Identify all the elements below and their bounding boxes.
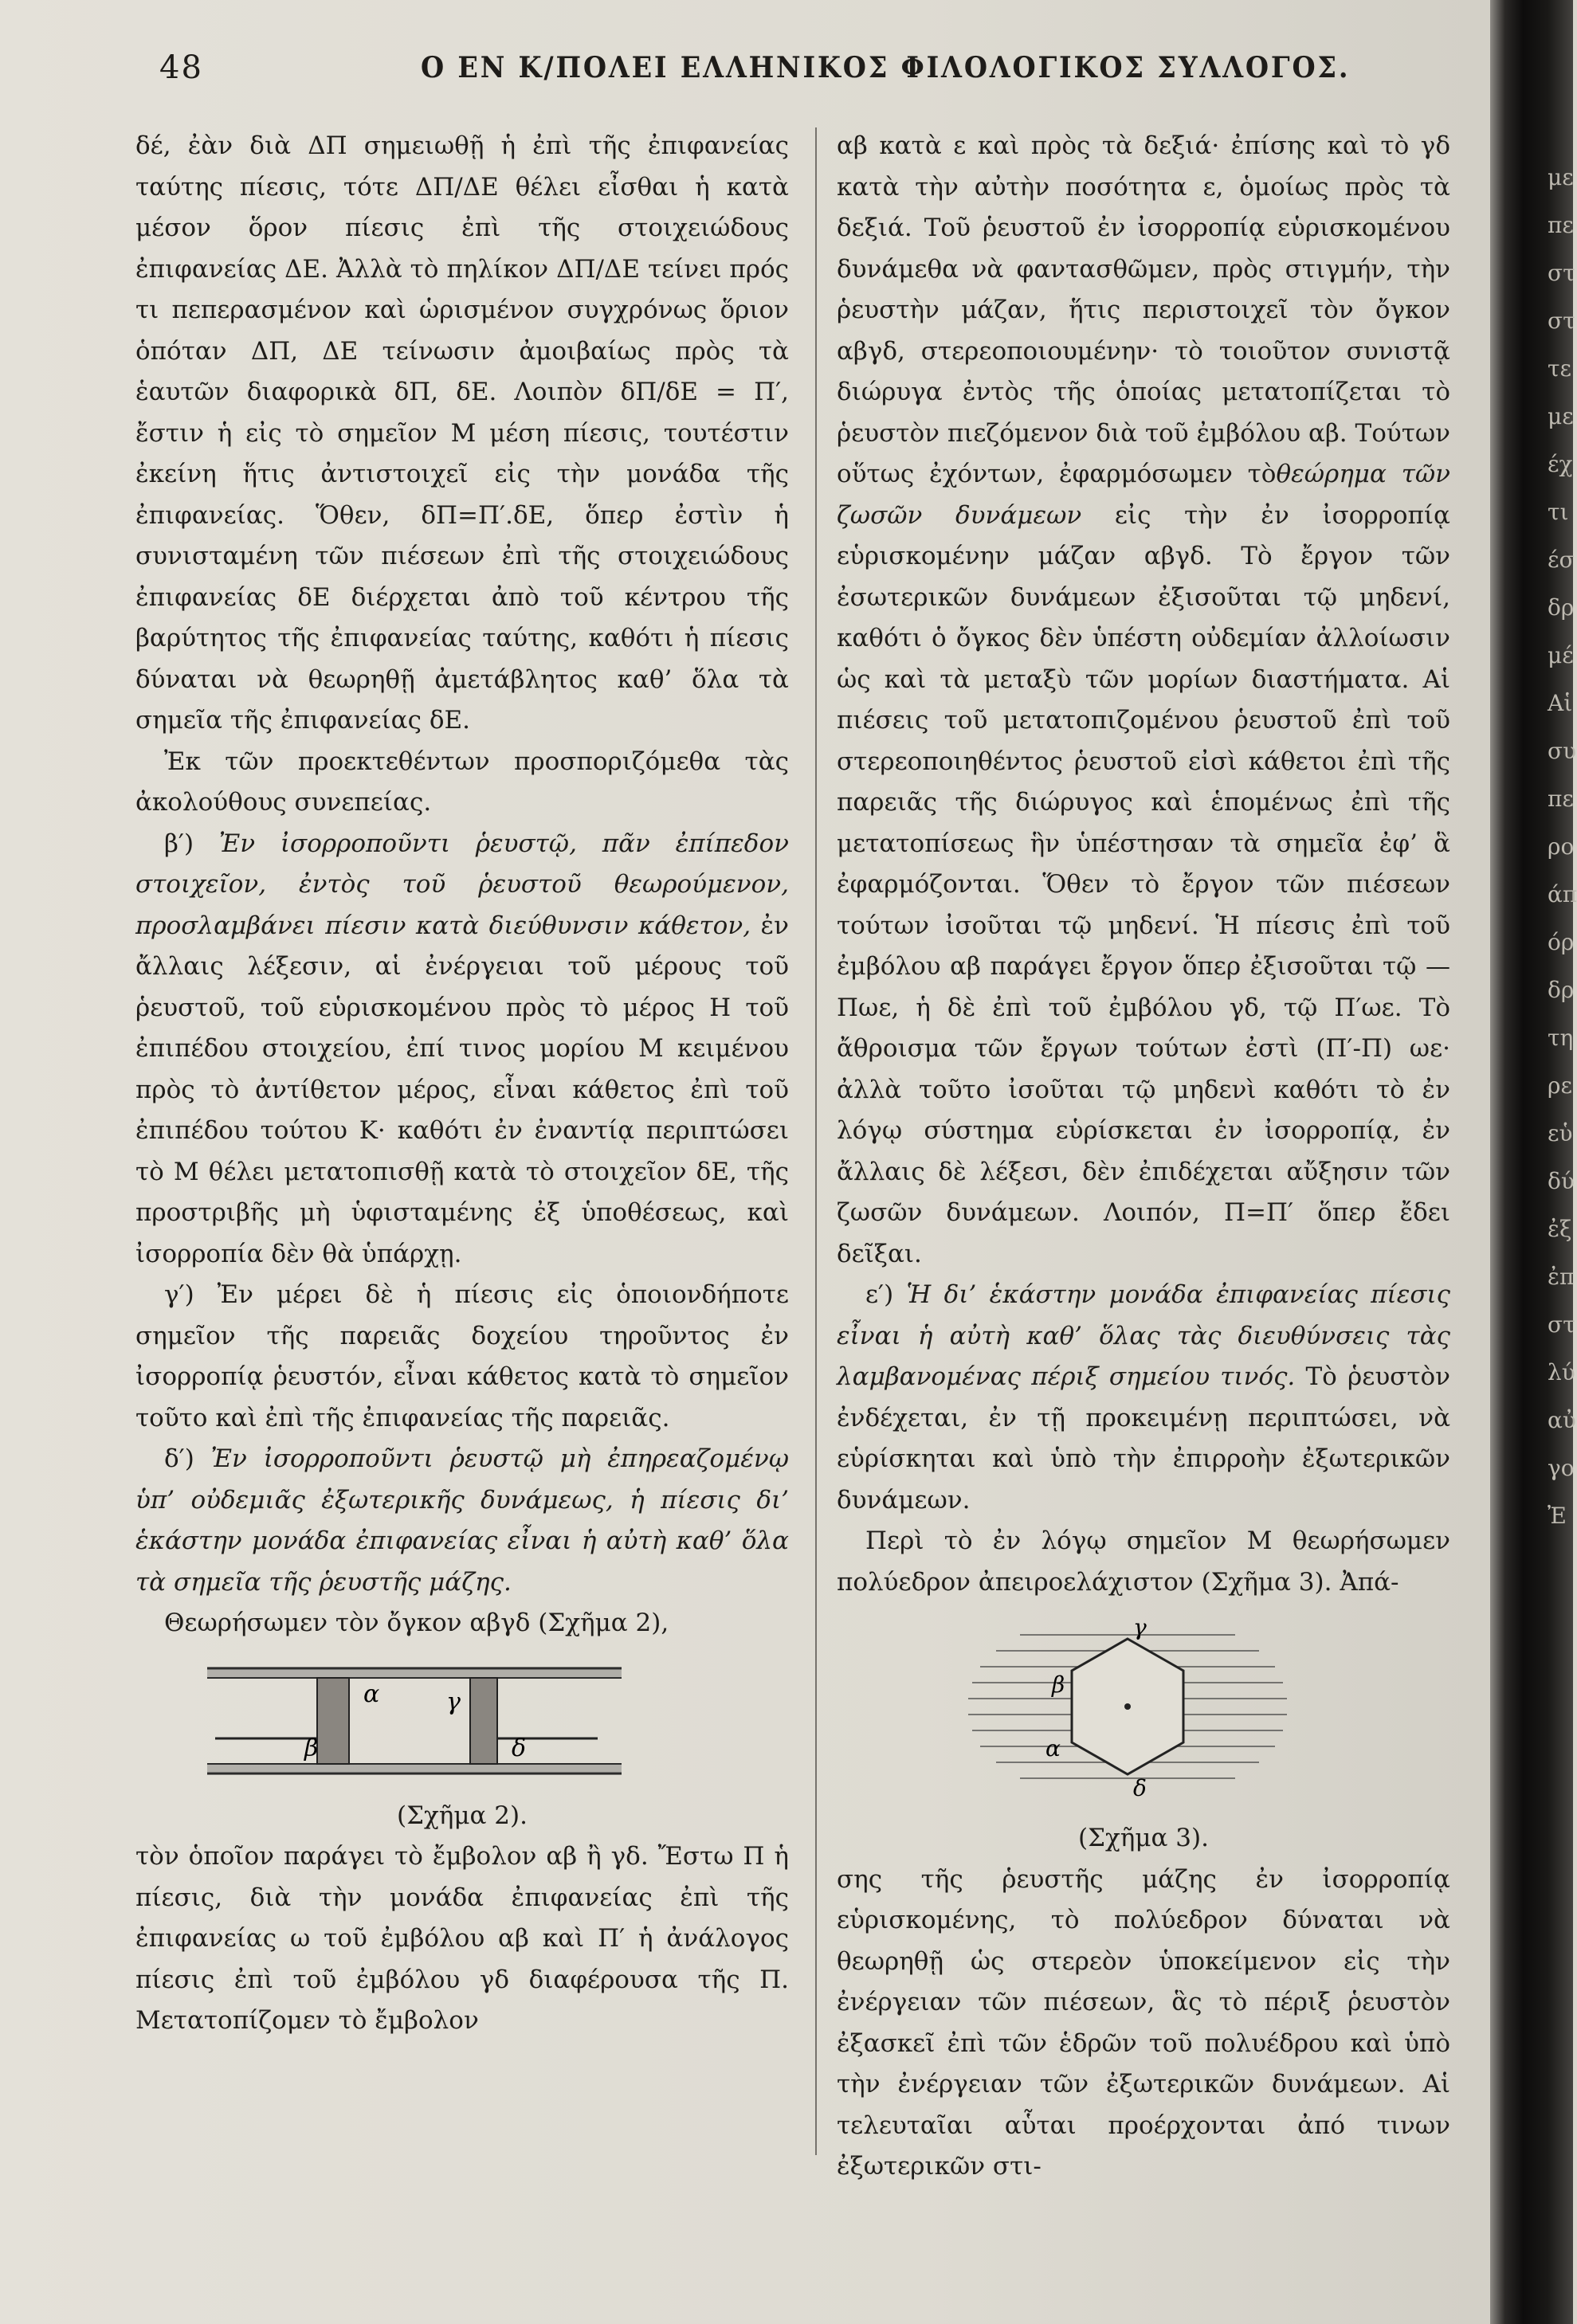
edge-fragment: δρ <box>1548 977 1575 1003</box>
column-divider <box>815 127 817 2155</box>
edge-fragment: ἐξ <box>1548 1216 1572 1242</box>
paragraph-beta <box>135 824 789 1276</box>
figure-3-caption: (Σχῆμα 3). <box>1078 1824 1209 1852</box>
edge-fragment: πε <box>1548 786 1574 812</box>
paragraph: τὸν ὁποῖον παράγει τὸ ἔμβολον αβ ἢ γδ. Ἔστω Π ἡ πίεσις, διὰ τὴν μονάδα ἐπιφανείας ἐπὶ τῆς ἐπιφανείας ω τοῦ ἐμβόλου αβ καὶ Π′ ἡ ἀνάλογος πίεσις ἐπὶ τοῦ ἐμβόλου γδ διαφέρουσα τῆς Π. Μετατοπίζομεν τὸ ἔμβολον <box>135 1842 789 2035</box>
edge-fragment: με <box>1548 403 1574 429</box>
label-delta: δ <box>512 1734 527 1762</box>
figure-3-drawing <box>837 1603 1450 1818</box>
label-alpha: α <box>363 1679 380 1708</box>
edge-fragment: με <box>1548 164 1574 190</box>
running-title: Ο ΕΝ Κ/ΠΟΛΕΙ ΕΛΛΗΝΙΚΟΣ ΦΙΛΟΛΟΓΙΚΟΣ ΣΥΛΛΟΓΟΣ. <box>421 51 1351 84</box>
paragraph-text: εἰς τὴν ἐν ἰσορροπίᾳ εὑρισκομένην μάζαν αβγδ. Τὸ ἔργον τῶν ἐσωτερικῶν δυνάμεων ἐξισοῦται τῷ μηδενί, καθότι ὁ ὄγκος δὲν ὑπέστη οὐδεμίαν ἀλλοίωσιν ὡς καὶ τὰ μεταξὺ τῶν μορίων διαστήματα. Αἱ πιέσεις τοῦ μετατοπιζομένου ῥευστοῦ ἐπὶ τοῦ στερεοποιηθέντος ῥευστοῦ εἰσὶ κάθετοι ἐπὶ τῆς παρειᾶς τῆς διώρυγος καὶ ἑπομένως ἐπὶ τῆς μετατοπίσεως ἣν ὑπέστησαν τὰ σημεῖα ἐφ’ ἃ ἐφαρμόζονται. Ὅθεν τὸ ἔργον τῶν πιέσεων τούτων ἰσοῦται τῷ μηδενί. Ἡ πίεσις ἐπὶ τοῦ ἐμβόλου αβ παράγει ἔργον ὅπερ ἐξισοῦται τῷ —Πωε, ἡ δὲ ἐπὶ τοῦ ἐμβόλου γδ, τῷ Π′ωε. Τὸ ἄθροισμα τῶν ἔργων τούτων ἐστὶ (Π′-Π) ωε· ἀλλὰ τοῦτο ἰσοῦται τῷ μηδενὶ καθότι τὸ ἐν λόγῳ σύστημα εὑρίσκεται ἐν ἰσορροπίᾳ, ἐν ἄλλαις δὲ λέξεσι, δὲν ἐπιδέχεται αὔξησιν τῶν ζωσῶν δυνάμεων. Λοιπόν, Π=Π′ ὅπερ ἔδει δεῖξαι. <box>837 500 1450 1268</box>
channel-bottom-hatch <box>207 1764 622 1773</box>
edge-fragment: ρε <box>1548 1072 1572 1099</box>
edge-fragment: στ <box>1548 260 1575 286</box>
edge-fragment: εὑ <box>1548 1120 1573 1146</box>
right-column <box>837 126 1450 2188</box>
edge-fragment: πε <box>1548 212 1574 238</box>
paragraph-first-line: Περὶ τὸ ἐν λόγῳ σημεῖον Μ θεωρήσωμεν πολύεδρον ἀπειροελάχιστον (Σχῆμα 3). Ἀπά- <box>837 1526 1450 1597</box>
label-gamma: γ <box>1133 1614 1147 1640</box>
paragraph-text: Τὸ ῥευστὸν ἐνδέχεται, ἐν τῇ προκειμένῃ περιπτώσει, νὰ εὑρίσκηται καὶ ὑπὸ τὴν ἐπιρροὴν ἐξωτερικῶν δυνάμεων. <box>837 1362 1450 1515</box>
paragraph-delta <box>135 1439 789 1603</box>
edge-fragment: στ <box>1548 308 1575 334</box>
edge-fragment: τι <box>1548 499 1569 525</box>
figure-2-drawing <box>135 1644 789 1796</box>
edge-fragment: μέ <box>1548 642 1574 668</box>
theorem-text: Ἡ δι’ ἑκάστην μονάδα ἐπιφανείας πίεσις εἶναι ἡ αὐτὴ καθ’ ὅλας τὰς διευθύνσεις τὰς λαμβανομένας πέριξ σημείου τινός. <box>837 1280 1451 1391</box>
paragraph-gamma: γ′) Ἐν μέρει δὲ ἡ πίεσις εἰς ὁποιονδήποτε σημεῖον τῆς παρειᾶς δοχείου τηροῦντος ἐν ἰσορροπίᾳ ῥευστόν, εἶναι κάθετος κατὰ τὸ σημεῖον τοῦτο καὶ ἐπὶ τῆς ἐπιφανείας τῆς παρειᾶς. <box>135 1280 789 1432</box>
theorem-text: Ἐν ἰσορροποῦντι ῥευστῷ, πᾶν ἐπίπεδον στοιχεῖον, ἐντὸς τοῦ ῥευστοῦ θεωρούμενον, προσλαμβάνει πίεσιν κατὰ διεύθυνσιν κάθετον, <box>135 829 789 940</box>
paragraph: Ἐκ τῶν προεκτεθέντων προσποριζόμεθα τὰς ἀκολούθους συνεπείας. <box>135 747 789 817</box>
paragraph: δέ, ἐὰν διὰ ΔΠ σημειωθῇ ἡ ἐπὶ τῆς ἐπιφανείας ταύτης πίεσις, τότε ΔΠ/ΔΕ θέλει εἶσθαι ἡ κατὰ μέσον ὅρον πίεσις ἐπὶ τῆς στοιχειώδους ἐπιφανείας ΔΕ. Ἀλλὰ τὸ πηλίκον ΔΠ/ΔΕ τείνει πρός τι πεπερασμένον καὶ ὡρισμένον συγχρόνως ὅριον ὁπόταν ΔΠ, ΔΕ τείνωσιν ἀμοιβαίως πρὸς τὰ ἑαυτῶν διαφορικὰ δΠ, δΕ. Λοιπὸν δΠ/δΕ = Π′, ἔστιν ἡ εἰς τὸ σημεῖον Μ μέση πίεσις, τουτέστιν ἐκείνη ἥτις ἀντιστοιχεῖ εἰς τὴν μονάδα τῆς ἐπιφανείας. Ὅθεν, δΠ=Π′.δΕ, ὅπερ ἐστὶν ἡ συνισταμένη τῶν πιέσεων ἐπὶ τῆς στοιχειώδους ἐπιφανείας δΕ διέρχεται ἀπὸ τοῦ κέντρου τῆς βαρύτητος τῆς ἐπιφανείας ταύτης, καθότι ἡ πίεσις δύναται νὰ θεωρηθῇ ἀμετάβλητος καθ’ ὅλα τὰ σημεῖα τῆς ἐπιφανείας δΕ. <box>135 131 789 735</box>
theorem-text: Ἐν ἰσορροποῦντι ῥευστῷ μὴ ἐπηρεαζομένῳ ὑπ’ οὐδεμιᾶς ἐξωτερικῆς δυνάμεως, ἡ πίεσις δι’ ἑκάστην μονάδα ἐπιφανείας εἶναι ἡ αὐτὴ καθ’ ὅλα τὰ σημεῖα τῆς ῥευστῆς μάζης. <box>135 1444 790 1597</box>
label-delta: δ <box>1133 1775 1147 1801</box>
paragraph-text: αβ κατὰ ε καὶ πρὸς τὰ δεξιά· ἐπίσης καὶ τὸ γδ κατὰ τὴν αὐτὴν ποσότητα ε, ὁμοίως πρὸς τὰ δεξιά. Τοῦ ῥευστοῦ ἐν ἰσορροπίᾳ εὑρισκομένου δυνάμεθα νὰ φαντασθῶμεν, πρὸς στιγμήν, τὴν ῥευστὴν μάζαν, ἥτις περιστοιχεῖ τὸν ὄγκον αβγδ, στερεοποιουμένην· τὸ τοιοῦτον συνιστᾷ διώρυγα ἐντὸς τῆς ὁποίας μετατοπίζεται τὸ ῥευστὸν πιεζόμενον διὰ τοῦ ἐμβόλου αβ. Τούτων οὕτως ἐχόντων, ἐφαρμόσωμεν τὸ <box>837 131 1450 488</box>
paragraph <box>837 126 1450 1275</box>
label-alpha: α <box>1045 1735 1061 1762</box>
paragraph-epsilon <box>837 1275 1450 1521</box>
label-beta: β <box>1052 1671 1065 1698</box>
label-beta: β <box>304 1734 319 1762</box>
edge-fragment: τε <box>1548 355 1571 382</box>
edge-fragment: ρο <box>1548 833 1575 860</box>
edge-fragment: δρ <box>1548 594 1575 621</box>
point-M <box>1124 1703 1131 1710</box>
edge-fragment: όρ <box>1548 929 1575 955</box>
edge-fragment: έσ <box>1548 547 1575 573</box>
figure-2 <box>135 1644 789 1837</box>
theorem-name: θεώρημα τῶν ζωσῶν δυνάμεων <box>837 460 1450 530</box>
edge-fragment: γο <box>1548 1455 1575 1481</box>
piston-gd <box>470 1678 497 1764</box>
paragraph: Θεωρήσωμεν τὸν ὄγκον αβγδ (Σχῆμα 2), <box>164 1609 669 1637</box>
book-gutter <box>1490 0 1577 2324</box>
paragraph-text: ἐν ἄλλαις λέξεσιν, αἱ ἐνέργειαι τοῦ μέρους τοῦ ῥευστοῦ, τοῦ εὑρισκομένου πρὸς τὸ μέρος Η τοῦ ἐπιπέδου στοιχείου, ἐπί τινος μορίου Μ κειμένου πρὸς τὸ ἀντίθετον μέρος, εἶναι κάθετος ἐπὶ τοῦ ἐπιπέδου τούτου Κ· καθότι ἐν ἐναντίᾳ περιπτώσει τὸ Μ θέλει μετατοπισθῇ κατὰ τὸ στοιχεῖον δΕ, τῆς προστριβῆς μὴ ὑφισταμένης ἐξ ὑποθέσεως, καὶ ἰσορροπία δὲν θὰ ὑπάρχῃ. <box>135 911 789 1268</box>
edge-fragment: άπ <box>1548 881 1577 907</box>
edge-fragment: αὐ <box>1548 1407 1576 1433</box>
piston-ab <box>317 1678 349 1764</box>
paragraph: σης τῆς ῥευστῆς μάζης ἐν ἰσορροπίᾳ εὑρισκομένης, τὸ πολύεδρον δύναται νὰ θεωρηθῇ ὡς στερεὸν ὑποκείμενον εἰς τὴν ἐνέργειαν τῶν πιέσεων, ἃς τὸ πέριξ ῥευστὸν ἐξασκεῖ ἐπὶ τῶν ἑδρῶν τοῦ πολυέδρου καὶ ὑπὸ τὴν ἐνέργειαν τῶν ἐξωτερικῶν δυνάμεων. Αἱ τελευταῖαι αὗται προέρχονται ἀπό τινων ἐξωτερικῶν στι- <box>837 1864 1450 2181</box>
item-label: β′) <box>164 829 219 858</box>
edge-fragment: δύ <box>1548 1168 1575 1194</box>
figure-2-caption: (Σχῆμα 2). <box>397 1801 528 1830</box>
left-column <box>135 126 789 2042</box>
edge-fragment: Ἐ <box>1548 1503 1567 1529</box>
page-header <box>159 49 1402 97</box>
edge-fragment: συ <box>1548 738 1577 764</box>
label-gamma: γ <box>446 1687 461 1716</box>
item-label: δ′) <box>164 1444 211 1473</box>
page-number: 48 <box>159 49 203 86</box>
channel-top-hatch <box>207 1668 622 1678</box>
edge-fragment: έχ <box>1548 451 1573 477</box>
edge-fragment: ἐπ <box>1548 1264 1575 1290</box>
edge-fragment: Αἱ <box>1548 690 1573 716</box>
edge-fragment: στ <box>1548 1311 1575 1338</box>
figure-3 <box>837 1603 1450 1860</box>
edge-fragment: τη <box>1548 1025 1574 1051</box>
edge-fragment: λύ <box>1548 1359 1575 1385</box>
item-label: ε′) <box>865 1280 907 1309</box>
